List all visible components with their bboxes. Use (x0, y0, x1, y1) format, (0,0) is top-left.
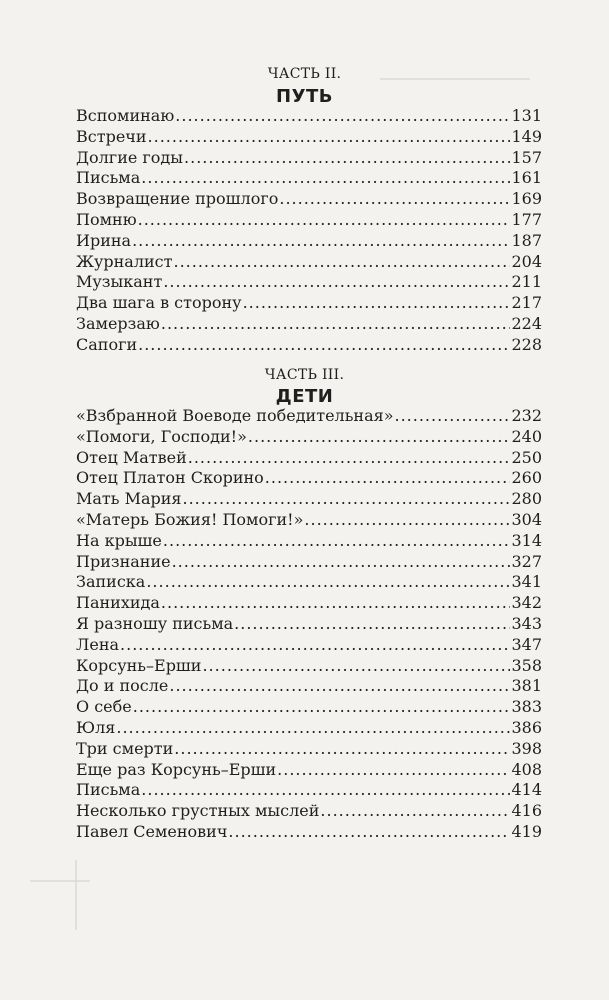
toc-entry-title: Павел Семенович (76, 821, 228, 841)
toc-entry (76, 739, 542, 760)
toc-entry-page: 414 (511, 780, 542, 800)
toc-entry (76, 189, 542, 210)
toc-entry-page: 358 (511, 655, 542, 675)
toc-entry-page: 343 (511, 613, 542, 633)
toc-entry-page: 280 (511, 489, 542, 509)
toc-entry-page: 342 (511, 593, 542, 613)
toc-dot-leader (175, 106, 510, 127)
toc-entry-title: Панихида (76, 593, 160, 613)
toc-entry (76, 427, 542, 448)
toc-entry-title: «Помоги, Господи!» (76, 426, 247, 446)
toc-entry-page: 149 (511, 126, 542, 146)
toc-entry (76, 780, 542, 801)
toc-entry-page: 398 (511, 738, 542, 758)
toc-entry (76, 448, 542, 469)
toc-entry-title: Записка (76, 572, 146, 592)
toc-entry-page: 347 (511, 634, 542, 654)
toc-entry (76, 552, 542, 573)
toc-dot-leader (279, 189, 510, 210)
toc-dot-leader (395, 406, 511, 427)
toc-entry-title: На крыше (76, 530, 162, 550)
bleed-through-rule (30, 880, 90, 882)
toc-entry-title: «Матерь Божия! Помоги!» (76, 509, 304, 529)
toc-entry-title: Два шага в сторону (76, 293, 242, 313)
toc-entry (76, 335, 542, 356)
toc-dot-leader (141, 168, 510, 189)
toc-entry-page: 217 (511, 293, 542, 313)
toc-entry-title: Возвращение прошлого (76, 189, 279, 209)
toc-entry-title: Музыкант (76, 272, 163, 292)
toc-dot-leader (265, 468, 511, 489)
toc-entry (76, 531, 542, 552)
toc-entry-page: 386 (511, 717, 542, 737)
toc-dot-leader (304, 510, 510, 531)
toc-dot-leader (146, 572, 510, 593)
bleed-through-rule (75, 860, 77, 930)
toc-entry-page: 341 (511, 572, 542, 592)
toc-entry (76, 210, 542, 231)
toc-entry (76, 272, 542, 293)
toc-dot-leader (132, 231, 510, 252)
toc-dot-leader (138, 335, 510, 356)
part-2-label: ЧАСТЬ II. (267, 66, 342, 82)
toc-entry (76, 760, 542, 781)
toc-entry (76, 635, 542, 656)
toc-entry (76, 406, 542, 427)
toc-entry (76, 106, 542, 127)
toc-entry-title: Письма (76, 780, 141, 800)
toc-entry-title: Встречи (76, 126, 147, 146)
toc-dot-leader (161, 314, 511, 335)
toc-dot-leader (138, 210, 511, 231)
toc-entry-title: Три смерти (76, 738, 174, 758)
toc-entry (76, 801, 542, 822)
toc-entry-page: 187 (511, 230, 542, 250)
toc-entry-title: «Взбранной Воеводе победительная» (76, 406, 394, 425)
toc-dot-leader (163, 272, 510, 293)
toc-entry-title: Отец Матвей (76, 447, 187, 467)
toc-dot-leader (161, 593, 511, 614)
toc-dot-leader (188, 448, 511, 469)
toc-dot-leader (228, 822, 510, 843)
toc-entry-page: 224 (511, 313, 542, 333)
toc-entry-title: Юля (76, 717, 116, 737)
toc-entry-page: 327 (511, 551, 542, 571)
toc-entry (76, 593, 542, 614)
toc-dot-leader (202, 656, 510, 677)
toc-dot-leader (116, 718, 510, 739)
toc-dot-leader (183, 489, 511, 510)
toc-dot-leader (172, 552, 511, 573)
toc-entry (76, 127, 542, 148)
toc-entry (76, 468, 542, 489)
toc-entry-title: Сапоги (76, 334, 138, 354)
part-2-contents (76, 106, 542, 356)
toc-entry-page: 177 (511, 209, 542, 229)
toc-entry-page: 169 (511, 189, 542, 209)
part-2-title: ПУТЬ (276, 86, 333, 107)
toc-entry-page: 240 (511, 426, 542, 446)
toc-entry (76, 489, 542, 510)
toc-entry-page: 204 (511, 251, 542, 271)
toc-entry (76, 676, 542, 697)
toc-entry-page: 383 (511, 697, 542, 717)
part-3-contents (76, 406, 542, 843)
part-3-label: ЧАСТЬ III. (264, 367, 345, 383)
toc-dot-leader (148, 127, 511, 148)
toc-dot-leader (120, 635, 510, 656)
toc-entry-title: Мать Мария (76, 489, 182, 509)
toc-entry-title: Несколько грустных мыслей (76, 801, 320, 821)
toc-entry-title: Лена (76, 634, 120, 654)
toc-entry-page: 304 (511, 509, 542, 529)
toc-dot-leader (277, 760, 510, 781)
toc-entry-title: Замерзаю (76, 313, 160, 333)
toc-entry (76, 822, 542, 843)
toc-entry-title: Признание (76, 551, 171, 571)
toc-entry-page: 260 (511, 468, 542, 488)
toc-entry-page: 211 (511, 272, 542, 292)
toc-entry (76, 231, 542, 252)
toc-entry-page: 161 (511, 168, 542, 188)
toc-entry (76, 293, 542, 314)
toc-entry (76, 148, 542, 169)
toc-entry-title: Еще раз Корсунь–Ерши (76, 759, 277, 779)
toc-dot-leader (320, 801, 510, 822)
toc-entry (76, 572, 542, 593)
toc-dot-leader (163, 531, 511, 552)
toc-dot-leader (173, 252, 510, 273)
toc-entry-page: 157 (511, 147, 542, 167)
toc-entry-title: Журналист (76, 251, 173, 271)
toc-entry-page: 250 (511, 447, 542, 467)
toc-entry-title: Вспоминаю (76, 106, 175, 125)
toc-entry-title: О себе (76, 697, 132, 717)
toc-entry-title: Долгие годы (76, 147, 184, 167)
toc-entry (76, 656, 542, 677)
toc-entry (76, 697, 542, 718)
toc-entry-title: Я разношу письма (76, 613, 234, 633)
toc-dot-leader (169, 676, 510, 697)
toc-entry-title: Отец Платон Скорино (76, 468, 264, 488)
toc-entry-title: Ирина (76, 230, 132, 250)
toc-entry (76, 718, 542, 739)
toc-entry-title: Корсунь–Ерши (76, 655, 202, 675)
toc-entry (76, 614, 542, 635)
toc-dot-leader (133, 697, 511, 718)
toc-dot-leader (248, 427, 511, 448)
toc-entry-page: 408 (511, 759, 542, 779)
toc-dot-leader (141, 780, 510, 801)
toc-entry-page: 416 (511, 801, 542, 821)
toc-dot-leader (234, 614, 510, 635)
toc-dot-leader (243, 293, 511, 314)
toc-entry-page: 314 (511, 530, 542, 550)
toc-entry-page: 232 (511, 406, 542, 425)
toc-dot-leader (174, 739, 510, 760)
toc-dot-leader (184, 148, 510, 169)
toc-entry-page: 419 (511, 821, 542, 841)
toc-entry (76, 314, 542, 335)
toc-entry-title: До и после (76, 676, 169, 696)
toc-entry-page: 228 (511, 334, 542, 354)
toc-entry-title: Помню (76, 209, 137, 229)
toc-entry-title: Письма (76, 168, 141, 188)
toc-entry (76, 252, 542, 273)
toc-entry-page: 131 (511, 106, 542, 125)
part-3-title: ДЕТИ (275, 386, 334, 407)
toc-entry (76, 168, 542, 189)
toc-entry-page: 381 (511, 676, 542, 696)
toc-entry (76, 510, 542, 531)
